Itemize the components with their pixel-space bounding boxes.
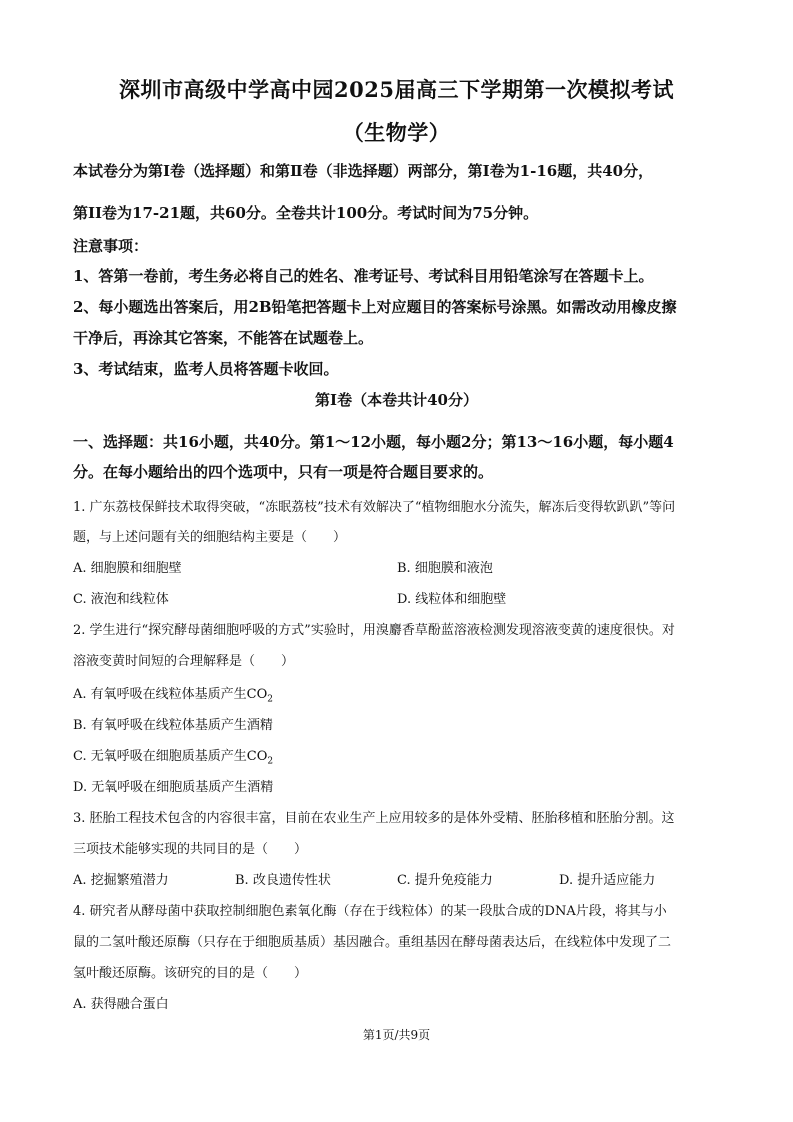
q2-option-c-subscript: 2 xyxy=(267,756,274,767)
q3-option-b: B. 改良遗传性状 xyxy=(235,873,331,888)
q4-option-a: A. 获得融合蛋白 xyxy=(73,997,169,1012)
q2-option-c-text: C. 无氧呼吸在细胞质基质产生CO xyxy=(73,749,268,764)
q2-option-b: B. 有氧呼吸在线粒体基质产生酒精 xyxy=(73,718,273,733)
notes-heading: 注意事项： xyxy=(73,237,149,255)
page-footer: 第1页/共9页 xyxy=(362,1028,431,1042)
q1-stem-line-1: 1. 广东荔枝保鲜技术取得突破，“冻眠荔枝”技术有效解决了“植物细胞水分流失，解冻后变得软趴趴”等问 xyxy=(73,500,676,515)
q2-option-c xyxy=(73,745,273,767)
q1-option-d: D. 线粒体和细胞壁 xyxy=(397,592,507,607)
q4-stem-line-3: 氢叶酸还原酶。该研究的目的是（ ） xyxy=(73,966,308,981)
q3-stem-line-1: 3. 胚胎工程技术包含的内容很丰富，目前在农业生产上应用较多的是体外受精、胚胎移植和胚胎分割。这 xyxy=(73,811,675,826)
intro-line-2: 第II卷为17-21题，共60分。全卷共计100分。考试时间为75分钟。 xyxy=(73,204,539,222)
exam-title: 深圳市高级中学高中园2025届高三下学期第一次模拟考试 xyxy=(119,77,674,102)
q3-stem-line-2: 三项技术能够实现的共同目的是（ ） xyxy=(73,842,308,857)
q2-option-a-subscript: 2 xyxy=(267,694,273,705)
q1-option-c: C. 液泡和线粒体 xyxy=(73,592,169,607)
q4-stem-line-2: 鼠的二氢叶酸还原酶（只存在于细胞质基质）基因融合。重组基因在酵母菌表达后，在线粒体中发现了二 xyxy=(73,935,672,950)
exam-subtitle: （生物学） xyxy=(342,120,451,145)
q2-option-a xyxy=(73,683,273,705)
q2-option-a-text: A. 有氧呼吸在线粒体基质产生CO xyxy=(73,687,268,702)
intro-line-1: 本试卷分为第Ⅰ卷（选择题）和第Ⅱ卷（非选择题）两部分，第Ⅰ卷为1-16题，共40分， xyxy=(73,162,654,180)
note-item-2: 2、每小题选出答案后，用2B铅笔把答题卡上对应题目的答案标号涂黑。如需改动用橡皮擦 xyxy=(73,298,677,316)
part1-line-1: 一、选择题：共16小题，共40分。第1～12小题，每小题2分；第13～16小题，每小题4 xyxy=(73,433,674,451)
q2-stem-line-1: 2. 学生进行“探究酵母菌细胞呼吸的方式”实验时，用溴麝香草酚蓝溶液检测发现溶液变黄的速度很快。对 xyxy=(73,623,675,638)
q3-option-a: A. 挖掘繁殖潜力 xyxy=(73,873,169,888)
q2-stem-line-2: 溶液变黄时间短的合理解释是（ ） xyxy=(73,654,295,669)
q1-option-b: B. 细胞膜和液泡 xyxy=(397,561,493,576)
q3-option-c: C. 提升免疫能力 xyxy=(397,873,493,888)
q1-option-a: A. 细胞膜和细胞壁 xyxy=(73,561,182,576)
q4-stem-line-1: 4. 研究者从酵母菌中获取控制细胞色素氧化酶（存在于线粒体）的某一段肽合成的DNA片段，将其与小 xyxy=(73,904,667,919)
q2-option-d: D. 无氧呼吸在细胞质基质产生酒精 xyxy=(73,780,274,795)
section-title: 第Ⅰ卷（本卷共计40分） xyxy=(315,391,478,409)
q3-option-d: D. 提升适应能力 xyxy=(559,873,656,888)
note-item-1: 1、答第一卷前，考生务必将自己的姓名、准考证号、考试科目用铅笔涂写在答题卡上。 xyxy=(73,267,654,285)
note-item-3: 3、考试结束，监考人员将答题卡收回。 xyxy=(73,360,339,378)
part1-line-2: 分。在每小题给出的四个选项中，只有一项是符合题目要求的。 xyxy=(73,463,494,481)
note-item-2-cont: 干净后，再涂其它答案，不能答在试题卷上。 xyxy=(73,329,374,347)
q1-stem-line-2: 题，与上述问题有关的细胞结构主要是（ ） xyxy=(73,530,347,545)
